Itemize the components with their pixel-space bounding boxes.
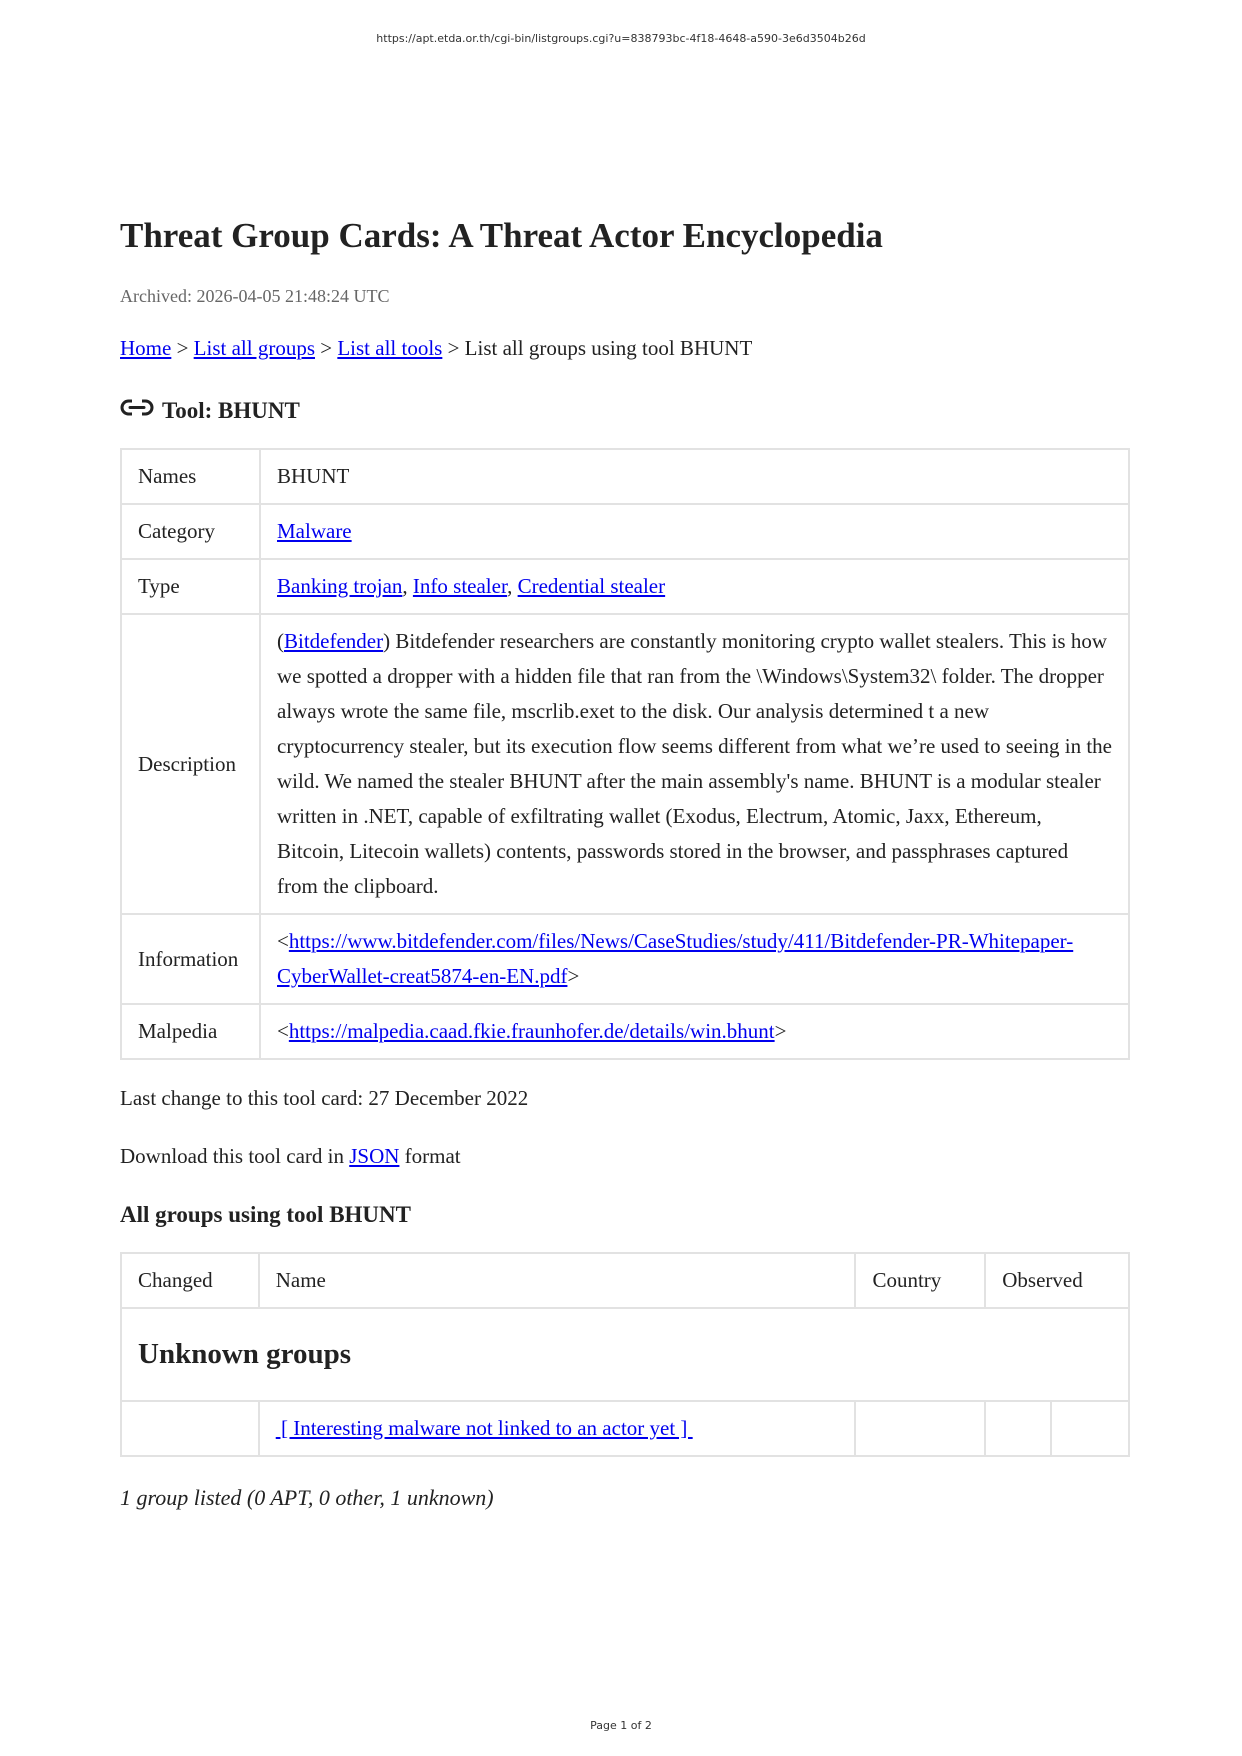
row-country [855,1401,985,1456]
breadcrumb [120,334,1130,362]
tool-heading-text: Tool: BHUNT [162,398,300,423]
link-icon [120,398,154,418]
table-row [121,504,1129,559]
description-source-link[interactable]: Bitdefender [284,629,384,653]
breadcrumb-groups-link[interactable]: List all groups [193,336,315,360]
breadcrumb-separator: > [315,336,338,360]
groups-heading: All groups using tool BHUNT [120,1202,411,1227]
header-changed: Changed [121,1253,259,1308]
download-suffix: format [399,1144,461,1168]
tool-info-table [120,448,1130,1060]
malpedia-value [260,1004,1129,1059]
download-prefix: Download this tool card in [120,1144,350,1168]
information-value [260,914,1129,1004]
angle-close: > [774,1019,787,1043]
row-changed [121,1401,259,1456]
angle-close: > [567,964,580,988]
header-country: Country [855,1253,985,1308]
description-value [260,614,1129,914]
information-link[interactable]: https://www.bitdefender.com/files/News/CaseStudies/study/411/Bitdefender-PR-Whitepaper-CyberWallet-creat5874-en-EN.pdf [277,929,1074,988]
page-title: Threat Group Cards: A Threat Actor Encyclopedia [120,216,883,255]
type-label: Type [121,559,260,614]
archived-timestamp: Archived: 2026-04-05 21:48:24 UTC [120,286,390,306]
row-extra [1051,1401,1129,1456]
header-observed: Observed [985,1253,1129,1308]
section-row [121,1308,1129,1401]
table-row [121,1004,1129,1059]
json-download-link[interactable]: JSON [349,1144,400,1168]
tool-heading [120,396,1130,426]
type-banking-trojan-link[interactable]: Banking trojan [277,574,403,598]
table-row [121,914,1129,1004]
download-line [120,1142,1130,1170]
category-malware-link[interactable]: Malware [277,519,352,543]
description-text: ) Bitdefender researchers are constantly monitoring crypto wallet stealers. This is how we spotted a dropper with a hidden file that ran from the \Windows\System32\ folder. The dropper always wrote the same file, mscrlib.exet to the disk. Our analysis determined t a new cryptocurrency stealer, but its execution flow seems different from what we’re used to seeing in the wild. We named the stealer BHUNT after the main assembly's name. BHUNT is a modular stealer written in .NET, capable of exfiltrating wallet (Exodus, Electrum, Atomic, Jaxx, Ethereum, Bitcoin, Litecoin wallets) contents, passwords stored in the browser, and passphrases captured from the clipboard. [277,629,1112,898]
table-row [121,614,1129,914]
type-value [260,559,1129,614]
type-info-stealer-link[interactable]: Info stealer [412,574,508,598]
table-row [121,1401,1129,1456]
malpedia-link[interactable]: https://malpedia.caad.fkie.fraunhofer.de/details/win.bhunt [288,1019,775,1043]
page-content [120,210,1130,1513]
category-value [260,504,1129,559]
breadcrumb-home-link[interactable]: Home [120,336,172,360]
last-change: Last change to this tool card: 27 December 2022 [120,1086,529,1110]
group-link[interactable]: [ Interesting malware not linked to an actor yet ] [275,1416,693,1440]
groups-summary: 1 group listed (0 APT, 0 other, 1 unknown) [120,1485,494,1510]
breadcrumb-separator: > [171,336,194,360]
print-header-url: https://apt.etda.or.th/cgi-bin/listgroups.cgi?u=838793bc-4f18-4648-a590-3e6d3504b26d [376,32,866,45]
type-credential-stealer-link[interactable]: Credential stealer [517,574,666,598]
table-row [121,449,1129,504]
names-label: Names [121,449,260,504]
table-row [121,559,1129,614]
section-unknown-groups: Unknown groups [121,1308,1129,1401]
information-label: Information [121,914,260,1004]
page-number: Page 1 of 2 [590,1719,652,1732]
description-open-paren: ( [277,629,284,653]
breadcrumb-current: > List all groups using tool BHUNT [442,336,753,360]
table-header-row [121,1253,1129,1308]
names-value: BHUNT [260,449,1129,504]
type-separator: , [402,574,413,598]
angle-open: < [277,1019,289,1043]
type-separator: , [507,574,518,598]
groups-table [120,1252,1130,1457]
category-label: Category [121,504,260,559]
description-label: Description [121,614,260,914]
row-observed [985,1401,1051,1456]
angle-open: < [277,929,289,953]
malpedia-label: Malpedia [121,1004,260,1059]
row-name [259,1401,856,1456]
header-name: Name [259,1253,856,1308]
breadcrumb-tools-link[interactable]: List all tools [337,336,443,360]
